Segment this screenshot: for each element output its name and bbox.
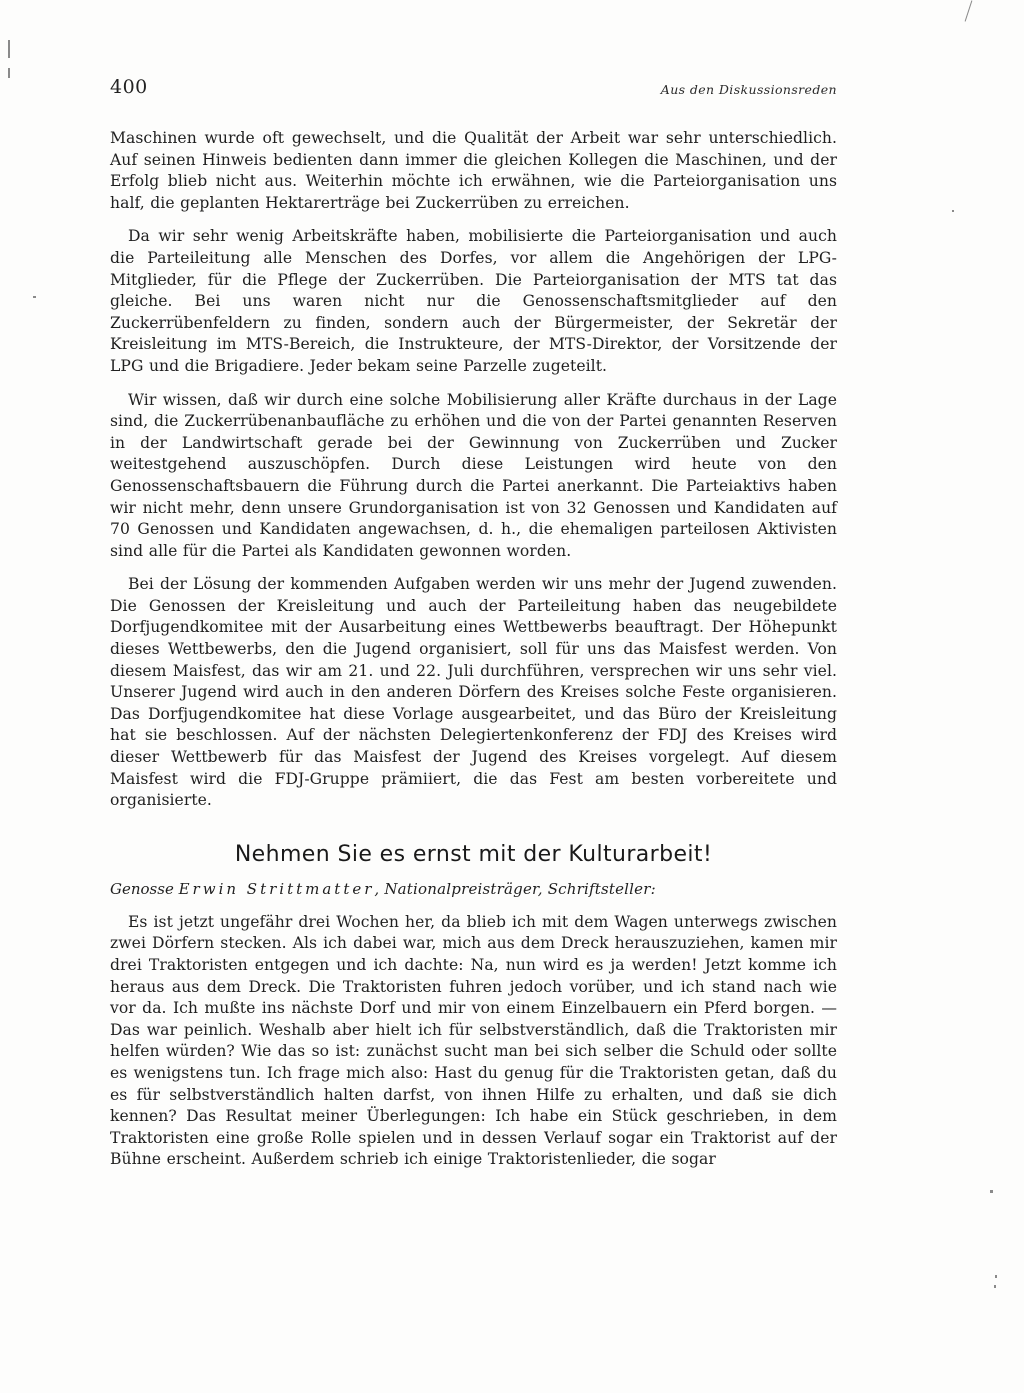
margin-mark: [8, 40, 10, 58]
running-head: Aus den Diskussionsreden: [660, 82, 837, 97]
margin-mark: [990, 1190, 993, 1193]
speaker-role: , Nationalpreisträger, Schriftsteller:: [374, 879, 656, 898]
speaker-name: Erwin Strittmatter: [178, 879, 375, 898]
margin-mark: [994, 1285, 996, 1288]
paragraph: Maschinen wurde oft gewechselt, und die Qualität der Arbeit war sehr unterschiedlich. Auf seinen Hinweis bedienten dann immer die gleichen Kollegen die Maschinen, und der Erfolg blieb nicht aus. Weiterhin möchte ich erwähnen, wie die Parteiorganisation uns half, die geplanten Hektarerträge bei Zuckerrüben zu erreichen.: [110, 129, 837, 212]
paragraph: Es ist jetzt ungefähr drei Wochen her, da blieb ich mit dem Wagen unterwegs zwischen zwei Dörfern stecken. Als ich dabei war, mich aus dem Dreck herauszuziehen, kamen mir drei Traktoristen entgegen und ich dachte: Na, nun wird es ja werden! Jetzt komme ich heraus aus dem Dreck. Die Traktoristen fuhren jedoch vorüber, und ich stand nach wie vor da. Ich mußte ins nächste Dorf und mir von einem Einzelbauern ein Pferd borgen. — Das war peinlich. Weshalb aber hielt ich für selbstverständlich, daß die Traktoristen mir helfen würden? Wie das so ist: zunächst sucht man bei sich selber die Schuld oder sollte es wenigstens tun. Ich frage mich also: Hast du genug für die Traktoristen getan, daß du es für selbstverständlich halten darfst, von ihnen Hilfe zu erhalten, und daß sie dich kennen? Das Resultat meiner Überlegungen: Ich habe ein Stück geschrieben, in dem Traktoristen eine große Rolle spielen und in dessen Verlauf sogar ein Traktorist auf der Bühne erscheint. Außerdem schrieb ich einige Traktoristenlieder, die sogar: [110, 912, 837, 1169]
margin-mark: [8, 68, 10, 78]
body-text: [110, 128, 837, 1183]
page-number: 400: [110, 76, 148, 98]
paragraph: Bei der Lösung der kommenden Aufgaben werden wir uns mehr der Jugend zuwenden. Die Genossen der Kreisleitung und auch der Parteileitung haben das neugebildete Dorfjugendkomitee mit der Ausarbeitung eines Wettbewerbs beauftragt. Der Höhepunkt dieses Wettbewerbs, den die Jugend organisiert, soll für uns das Maisfest werden. Von diesem Maisfest, das wir am 21. und 22. Juli durchführen, versprechen wir uns sehr viel. Unserer Jugend wird auch in den anderen Dörfern des Kreises solche Feste organisieren. Das Dorfjugendkomitee hat diese Vorlage ausgearbeitet, und das Büro der Kreisleitung hat sie beschlossen. Auf der nächsten Delegiertenkonferenz der FDJ des Kreises wird dieser Wettbewerb für das Maisfest der Jugend des Kreises vorgelegt. Auf diesem Maisfest wird die FDJ-Gruppe prämiiert, die das Fest am besten vorbereitete und organisierte.: [110, 575, 837, 810]
margin-mark: [965, 0, 973, 21]
page-header: [110, 76, 837, 106]
margin-mark: [995, 1275, 997, 1278]
speaker-line: [110, 879, 837, 900]
speaker-prefix: Genosse: [110, 879, 174, 898]
paragraph: Wir wissen, daß wir durch eine solche Mobilisierung aller Kräfte durchaus in der Lage sind, die Zuckerrübenanbaufläche zu erhöhen und die von der Partei genannten Reserven in der Landwirtschaft gerade bei der Gewinnung von Zuckerrüben und Zucker weitestgehend auszuschöpfen. Durch diese Leistungen wird heute von den Genossenschaftsbauern die Führung durch die Partei anerkannt. Die Parteiaktivs haben wir nicht mehr, denn unsere Grundorganisation ist von 32 Genossen und Kandidaten auf 70 Genossen und Kandidaten angewachsen, d. h., die ehemaligen parteilosen Aktivisten sind alle für die Partei als Kandidaten gewonnen worden.: [110, 390, 837, 560]
section-heading: Nehmen Sie es ernst mit der Kulturarbeit!: [234, 841, 713, 867]
paragraph: Da wir sehr wenig Arbeitskräfte haben, mobilisierte die Parteiorganisation und auch die Parteileitung alle Menschen des Dorfes, vor allem die Angehörigen der LPG-Mitglieder, für die Pflege der Zuckerrüben. Die Parteiorganisation der MTS tat das gleiche. Bei uns waren nicht nur die Genossenschaftsmitglieder auf den Zuckerrübenfeldern zu finden, sondern auch der Bürgermeister, der Sekretär der Kreisleitung im MTS-Bereich, die Instrukteure, der MTS-Direktor, der Vorsitzende der LPG und die Brigadiere. Jeder bekam seine Parzelle zugeteilt.: [110, 227, 837, 375]
margin-mark: [952, 210, 954, 212]
margin-mark: [33, 296, 36, 298]
